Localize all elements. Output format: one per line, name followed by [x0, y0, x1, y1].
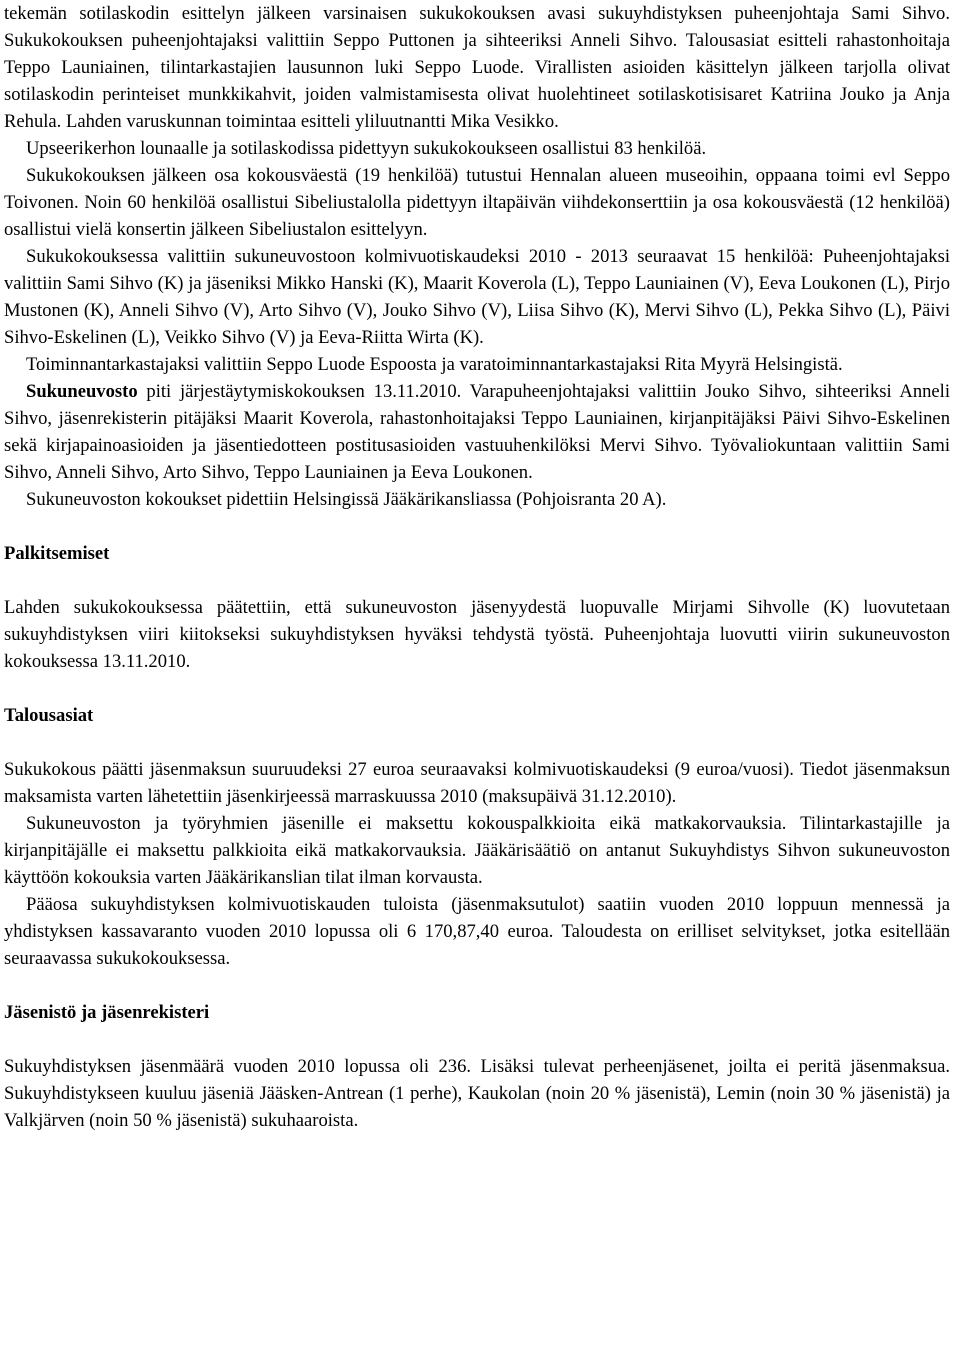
paragraph-museum-concert: Sukukokouksen jälkeen osa kokousväestä (19 henkilöä) tutustui Hennalan alueen museoihin, oppaana toimi evl Seppo Toivonen. Noin 60 henkilöä osallistui Sibeliustalolla pidettyyn iltapäivän viihdekonserttiin ja osa kokousväestä (12 henkilöä) osallistui vielä konsertin jälkeen Sibeliustalon esittelyyn. [4, 165, 950, 240]
council-label: Sukuneuvosto [26, 381, 138, 402]
paragraph-membership-count: Sukuyhdistyksen jäsenmäärä vuoden 2010 lopussa oli 236. Lisäksi tulevat perheenjäsenet, joilta ei peritä jäsenmaksua. Sukuyhdistykseen kuuluu jäseniä Jääsken-Antrean (1 perhe), Kaukolan (noin 20 % jäsenistä), Lemin (noin 30 % jäsenistä) ja Valkjärven (noin 50 % jäsenistä) sukuhaaroista. [4, 1056, 950, 1131]
paragraph-finances: Pääosa sukuyhdistyksen kolmivuotiskauden tuloista (jäsenmaksutulot) saatiin vuoden 2010 loppuun mennessä ja yhdistyksen kassavaranto vuoden 2010 lopussa oli 6 170,87,40 euroa. Taloudesta on erilliset selvitykset, jotka esitellään seuraavassa sukukokouksessa. [4, 894, 950, 969]
heading-palkitsemiset: Palkitsemiset [4, 543, 110, 564]
heading-jasenisto: Jäsenistö ja jäsenrekisteri [4, 1002, 210, 1023]
paragraph-awards: Lahden sukukokouksessa päätettiin, että sukuneuvoston jäsenyydestä luopuvalle Mirjami Sihvolle (K) luovutetaan sukuyhdistyksen viiri kiitokseksi sukuyhdistyksen hyväksi tehdystä työstä. Puheenjohtaja luovutti viirin sukuneuvoston kokouksessa 13.11.2010. [4, 597, 950, 672]
paragraph-auditor-election: Toiminnantarkastajaksi valittiin Seppo Luode Espoosta ja varatoiminnantarkastajaksi Rita Myyrä Helsingistä. [26, 354, 843, 375]
council-organizing-text: piti järjestäytymiskokouksen 13.11.2010. Varapuheenjohtajaksi valittiin Jouko Sihvo, sihteeriksi Anneli Sihvo, jäsenrekisterin pitäjäksi Maarit Koverola, rahastonhoitajaksi Teppo Launiainen, kirjanpitäjäksi Päivi Sihvo-Eskelinen sekä kirjapainoasioiden ja jäsentiedotteen postitusasioiden vastuuhenkilöksi Mervi Sihvo. Työvaliokuntaan valittiin Sami Sihvo, Anneli Sihvo, Arto Sihvo, Teppo Launiainen ja Eeva Loukonen. [4, 381, 950, 483]
paragraph-no-fees: Sukuneuvoston ja työryhmien jäsenille ei maksettu kokouspalkkioita eikä matkakorvauksia. Tilintarkastajille ja kirjanpitäjälle ei maksettu palkkioita eikä matkakorvauksia. Jääkärisäätiö on antanut Sukuyhdistys Sihvon sukuneuvoston käyttöön kokouksia varten Jääkärikanslian tilat ilman korvausta. [4, 813, 950, 888]
paragraph-lunch-attendance: Upseerikerhon lounaalle ja sotilaskodissa pidettyyn sukukokoukseen osallistui 83 henkilöä. [26, 138, 707, 159]
paragraph-council-election: Sukukokouksessa valittiin sukuneuvostoon kolmivuotiskaudeksi 2010 - 2013 seuraavat 15 henkilöä: Puheenjohtajaksi valittiin Sami Sihvo (K) ja jäseniksi Mikko Hanski (K), Maarit Koverola (L), Teppo Launiainen (V), Eeva Loukonen (L), Pirjo Mustonen (K), Anneli Sihvo (V), Arto Sihvo (V), Jouko Sihvo (V), Liisa Sihvo (K), Mervi Sihvo (L), Pekka Sihvo (L), Päivi Sihvo-Eskelinen (L), Veikko Sihvo (V) ja Eeva-Riitta Wirta (K). [4, 246, 950, 348]
paragraph-meeting-opening: tekemän sotilaskodin esittelyn jälkeen varsinaisen sukukokouksen avasi sukuyhdistyksen puheenjohtaja Sami Sihvo. Sukukokouksen puheenjohtajaksi valittiin Seppo Puttonen ja sihteeriksi Anneli Sihvo. Talousasiat esitteli rahastonhoitaja Teppo Launiainen, tilintarkastajien lausunnon luki Seppo Luode. Virallisten asioiden käsittelyn jälkeen tarjolla olivat sotilaskodin perinteiset munkkikahvit, joiden valmistamisesta olivat huolehtineet sotilaskotisisaret Katriina Jouko ja Anja Rehula. Lahden varuskunnan toimintaa esitteli yliluutnantti Mika Vesikko. [4, 3, 950, 132]
heading-talousasiat: Talousasiat [4, 705, 94, 726]
paragraph-council-organizing [4, 378, 950, 486]
paragraph-council-meeting-place: Sukuneuvoston kokoukset pidettiin Helsingissä Jääkärikansliassa (Pohjoisranta 20 A). [26, 489, 667, 510]
document-page [4, 0, 950, 1134]
paragraph-membership-fee: Sukukokous päätti jäsenmaksun suuruudeksi 27 euroa seuraavaksi kolmivuotiskaudeksi (9 euroa/vuosi). Tiedot jäsenmaksun maksamista varten lähetettiin jäsenkirjeessä marraskuussa 2010 (maksupäivä 31.12.2010). [4, 759, 950, 807]
